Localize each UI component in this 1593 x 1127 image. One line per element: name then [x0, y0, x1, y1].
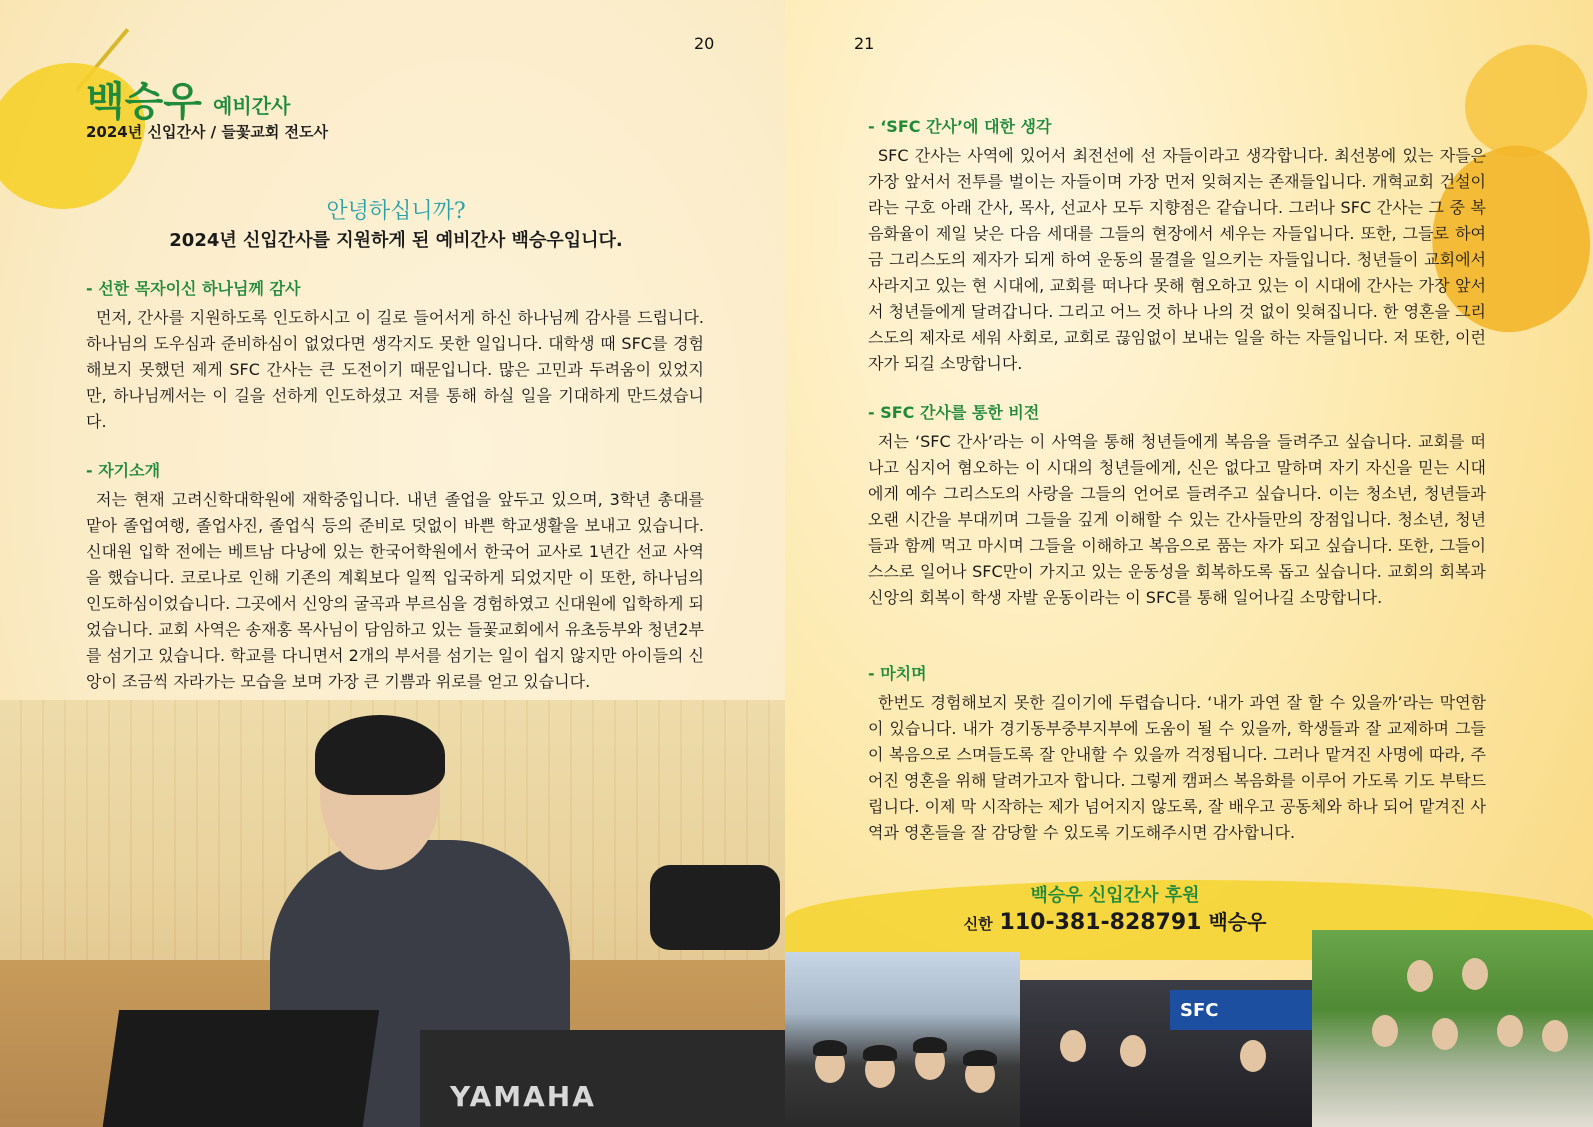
section-body: 한번도 경험해보지 못한 길이기에 두렵습니다. ‘내가 과연 잘 할 수 있을까’라는 막연함이 있습니다. 내가 경기동부중부지부에 도움이 될 수 있을까, 학생들과 잘 교제하며 그들이 복음으로 스며들도록 잘 안내할 수 있을까 걱정됩니다. 그러나 맡겨진 사명에 따라, 주어진 영혼을 위해 달려가고자 합니다. 그렇게 캠퍼스 복음화를 이루어 가도록 기도 부탁드립니다. 이제 막 시작하는 제가 넘어지지 않도록, 잘 배우고 공동체와 하나 되어 맡겨진 사역과 영혼들을 잘 감당할 수 있도록 기도해주시면 감사합니다. — [868, 693, 1486, 842]
section-heading: - 자기소개 — [86, 461, 161, 480]
photo-hair — [963, 1050, 997, 1066]
photo-face — [1462, 958, 1488, 990]
author-name: 백승우 — [86, 79, 202, 125]
photo-face — [1120, 1035, 1146, 1067]
greeting-line2: 2024년 신입간사를 지원하게 된 예비간사 백승우입니다. — [169, 230, 623, 251]
photo-banner — [1170, 990, 1312, 1030]
photo-face — [1060, 1030, 1086, 1062]
section-body: 먼저, 간사를 지원하도록 인도하시고 이 길로 들어서게 하신 하나님께 감사를 드립니다. 하나님의 도우심과 준비하심이 없었다면 생각지도 못한 일입니다. 대학생 때 SFC를 경험해보지 못했던 제게 SFC 간사는 큰 도전이기 때문입니다. 많은 고민과 두려움이 있었지만, 하나님께서는 이 길을 선하게 인도하셨고 저를 통해 하실 일을 기대하게 만드셨습니다. — [86, 308, 704, 431]
photo-face — [1497, 1015, 1523, 1047]
section-heading: - 마치며 — [868, 664, 927, 683]
support-account — [880, 906, 1350, 935]
photo-face — [1240, 1040, 1266, 1072]
section-vision — [868, 400, 1486, 611]
photo-group-heart — [1312, 930, 1593, 1127]
photo-face — [1372, 1015, 1398, 1047]
support-title: 백승우 신입간사 후원 — [1030, 885, 1200, 906]
section-thought — [868, 114, 1486, 377]
photo-hair — [913, 1037, 947, 1053]
page-number-left: 20 — [694, 34, 715, 53]
page-number-right: 21 — [854, 34, 875, 53]
section-heading: - SFC 간사를 통한 비전 — [868, 403, 1040, 422]
author-role: 예비간사 — [213, 94, 291, 118]
photo-face — [1432, 1018, 1458, 1050]
support-holder: 백승우 — [1208, 910, 1267, 934]
support-bank: 신한 — [963, 915, 993, 933]
section-intro — [86, 458, 704, 695]
keyboard-brand-label: YAMAHA — [450, 1080, 596, 1113]
section-heading: - 선한 목자이신 하나님께 감사 — [86, 279, 301, 298]
photo-laptop — [101, 1010, 379, 1127]
photo-hair — [863, 1045, 897, 1061]
photo-hair — [813, 1040, 847, 1056]
section-body: 저는 현재 고려신학대학원에 재학중입니다. 내년 졸업을 앞두고 있으며, 3학년 총대를 맡아 졸업여행, 졸업사진, 졸업식 등의 준비로 덧없이 바쁜 학교생활을 보내고 있습니다. 신대원 입학 전에는 베트남 다낭에 있는 한국어학원에서 한국어 교사로 1년간 선교 사역을 했습니다. 코로나로 인해 기존의 계획보다 일찍 입국하게 되었지만 이 또한, 하나님의 인도하심이었습니다. 그곳에서 신앙의 굴곡과 부르심을 경험하였고 신대원에 입학하게 되었습니다. 교회 사역은 송재홍 목사님이 담임하고 있는 들꽃교회에서 유초등부와 청년2부를 섬기고 있습니다. 학교를 다니면서 2개의 부서를 섬기는 일이 쉽지 않지만 아이들의 신앙이 조금씩 자라가는 모습을 보며 가장 큰 기쁨과 위로를 얻고 있습니다. — [86, 490, 704, 691]
photo-group-indoor — [1020, 980, 1312, 1127]
photo-banner-text: SFC — [1180, 1000, 1219, 1021]
section-body: 저는 ‘SFC 간사’라는 이 사역을 통해 청년들에게 복음을 들려주고 싶습니다. 교회를 떠나고 심지어 혐오하는 이 시대의 청년들에게, 신은 없다고 말하며 자기 자신을 믿는 시대에게 예수 그리스도의 사랑을 그들의 언어로 들려주고 싶습니다. 이는 청소년, 청년들과 오랜 시간을 부대끼며 그들을 깊게 이해할 수 있는 간사들만의 장점입니다. 청소년, 청년들과 함께 먹고 마시며 그들을 이해하고 복음으로 품는 자가 되고 싶습니다. 또한, 그들이 스스로 일어나 SFC만이 가지고 있는 운동성을 회복하도록 돕고 싶습니다. 교회의 회복과 신앙의 회복이 학생 자발 운동이라는 이 SFC를 통해 일어나길 소망합니다. — [868, 432, 1486, 607]
photo-main-portrait — [0, 700, 785, 1127]
section-heading: - ‘SFC 간사’에 대한 생각 — [868, 117, 1052, 136]
photo-bag — [650, 865, 780, 950]
section-thanks — [86, 276, 704, 435]
section-closing — [868, 661, 1486, 846]
support-account-number: 110-381-828791 — [999, 910, 1202, 935]
greeting-line1: 안녕하십니까? — [326, 199, 466, 224]
photo-person-hair — [315, 715, 445, 795]
photo-face — [1542, 1020, 1568, 1052]
author-subtitle: 2024년 신입간사 / 들꽃교회 전도사 — [86, 123, 328, 141]
section-body: SFC 간사는 사역에 있어서 최전선에 선 자들이라고 생각합니다. 최선봉에 있는 자들은 가장 앞서서 전투를 벌이는 자들이며 가장 먼저 잊혀지는 존재들입니다. 개혁교회 건설이라는 구호 아래 간사, 목사, 선교사 모두 지향점은 같습니다. 그러나 SFC 간사는 그 중 복음화율이 제일 낮은 다음 세대를 그들의 현장에서 세우는 자들입니다. 또한, 그들로 하여금 그리스도의 제자가 되게 하여 운동의 물결을 일으키는 자들입니다. 청년들이 교회에서 사라지고 있는 현 시대에, 교회를 떠나다 못해 혐오하고 있는 이 시대에 간사는 가장 앞서서 청년들에게 달려갑니다. 그리고 어느 것 하나 나의 것 없이 잊혀집니다. 한 영혼을 그리스도의 제자로 세워 사회로, 교회로 끊임없이 보내는 일을 하는 자들입니다. 저 또한, 이런 자가 되길 소망합니다. — [868, 146, 1486, 373]
photo-face — [1407, 960, 1433, 992]
photo-group-outdoor — [785, 952, 1020, 1127]
